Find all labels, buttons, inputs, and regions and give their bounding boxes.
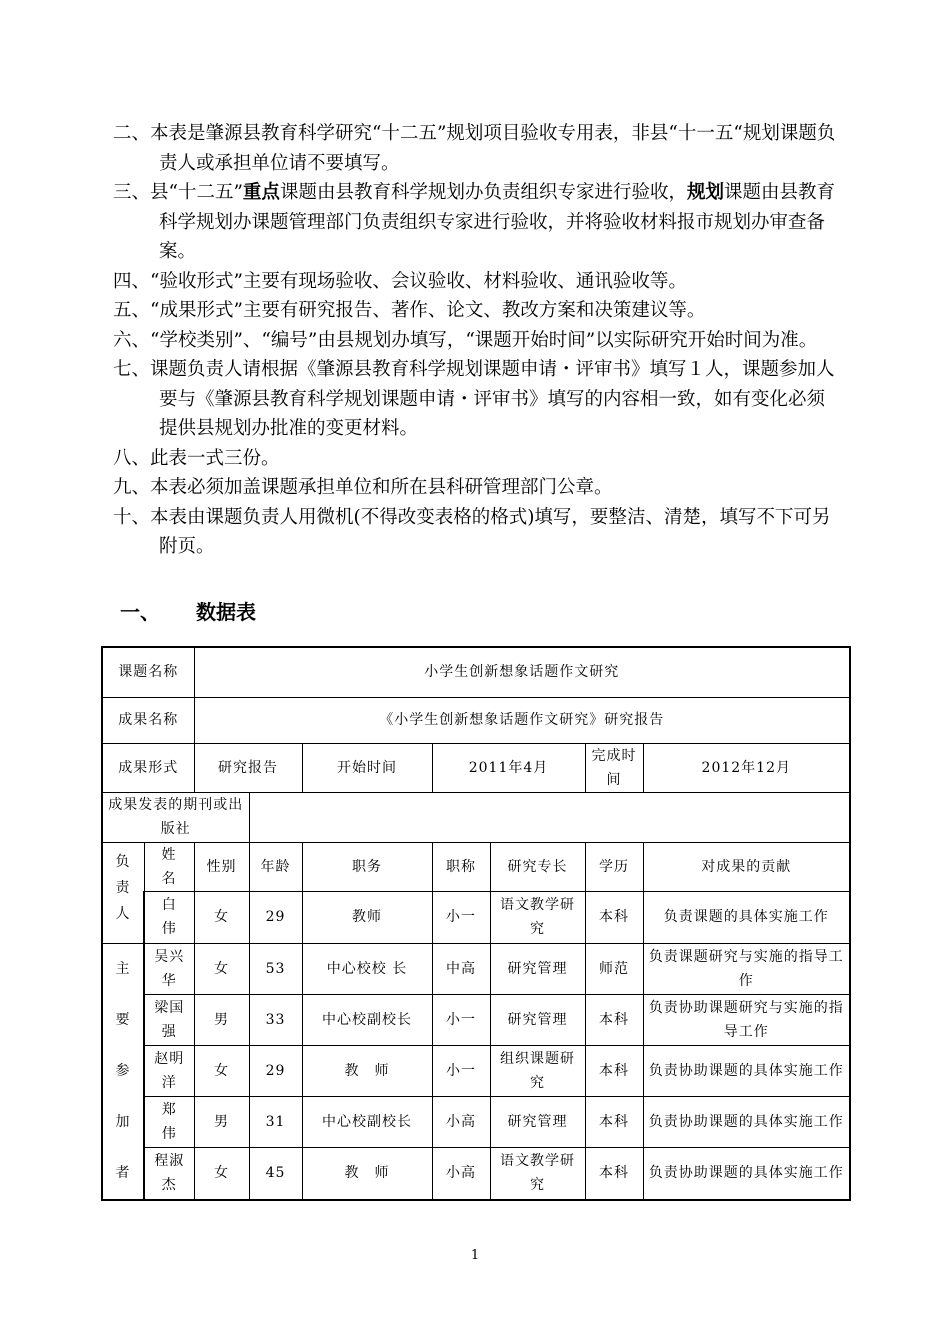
- leader-title: 小一: [432, 891, 490, 943]
- start-label: 开始时间: [302, 743, 432, 792]
- result-name-row: [102, 697, 850, 743]
- data-table: [101, 646, 851, 1201]
- member-specialty: 语文教学研究: [490, 1147, 585, 1199]
- result-form-label: 成果形式: [102, 743, 194, 792]
- instruction-2: 二、本表是肇源县教育科学研究“十二五”规划项目验收专用表，非县“十一五“规划课题负责人或承担单位请不要填写。: [113, 123, 836, 174]
- member-duty: 中心校校 长: [302, 943, 432, 994]
- instruction-3: 三、县“十二五”重点课题由县教育科学规划办负责组织专家进行验收，规划课题由县教育科学规划办课题管理部门负责组织专家进行验收，并将验收材料报市规划办审查备案。: [113, 182, 835, 262]
- member-specialty: 组织课题研究: [490, 1045, 585, 1096]
- header-name: 姓 名: [144, 842, 194, 891]
- header-specialty: 研究专长: [490, 842, 585, 891]
- emphasis-plan: 规划: [686, 182, 724, 203]
- instruction-6: 六、“学校类别”、“编号”由县规划办填写，“课题开始时间”以实际研究开始时间为准。: [113, 329, 818, 351]
- member-education: 本科: [585, 994, 643, 1045]
- header-duty: 职务: [302, 842, 432, 891]
- member-specialty: 研究管理: [490, 943, 585, 994]
- member-specialty: 研究管理: [490, 994, 585, 1045]
- start-value: 2011年4月: [432, 743, 585, 792]
- member-gender: 女: [194, 1045, 249, 1096]
- member-education: 本科: [585, 1147, 643, 1199]
- member-education: 本科: [585, 1096, 643, 1147]
- member-gender: 女: [194, 1147, 249, 1199]
- member-contribution: 负责协助课题研究与实施的指导工作: [643, 994, 850, 1045]
- publish-label: 成果发表的期刊或出版社: [102, 792, 249, 842]
- member-age: 31: [249, 1096, 302, 1147]
- member-age: 45: [249, 1147, 302, 1199]
- member-row: [102, 943, 850, 994]
- member-age: 33: [249, 994, 302, 1045]
- member-row: [102, 994, 850, 1045]
- member-age: 53: [249, 943, 302, 994]
- result-form-row: [102, 743, 850, 792]
- member-gender: 女: [194, 943, 249, 994]
- member-contribution: 负责协助课题的具体实施工作: [643, 1096, 850, 1147]
- leader-specialty: 语文教学研究: [490, 891, 585, 943]
- member-title: 小一: [432, 1045, 490, 1096]
- header-row: [102, 842, 850, 891]
- member-row: [102, 1096, 850, 1147]
- member-age: 29: [249, 1045, 302, 1096]
- instructions-list: [113, 119, 843, 562]
- section-title: 数据表: [196, 600, 256, 624]
- header-title: 职称: [432, 842, 490, 891]
- section-number: 一、: [120, 600, 160, 624]
- member-name: 梁国强: [144, 994, 194, 1045]
- page-number: 1: [470, 1248, 480, 1263]
- member-name: 赵明洋: [144, 1045, 194, 1096]
- end-value: 2012年12月: [643, 743, 850, 792]
- leader-name: 白 伟: [144, 891, 194, 943]
- member-gender: 男: [194, 1096, 249, 1147]
- header-age: 年龄: [249, 842, 302, 891]
- instruction-10: 十、本表由课题负责人用微机(不得改变表格的格式)填写，要整洁、清楚，填写不下可另附页。: [113, 506, 831, 557]
- end-label: 完成时间: [585, 743, 643, 792]
- member-duty: 中心校副校长: [302, 994, 432, 1045]
- member-education: 本科: [585, 1045, 643, 1096]
- header-education: 学历: [585, 842, 643, 891]
- member-title: 小一: [432, 994, 490, 1045]
- leader-duty: 教师: [302, 891, 432, 943]
- leader-label: 负 责 人: [102, 842, 144, 943]
- member-duty: 中心校副校长: [302, 1096, 432, 1147]
- instruction-7: 七、课题负责人请根据《肇源县教育科学规划课题申请・评审书》填写１人，课题参加人要与《肇源县教育科学规划课题申请・评审书》填写的内容相一致，如有变化必须提供县规划办批准的变更材料。: [113, 359, 835, 439]
- result-form-value: 研究报告: [194, 743, 302, 792]
- instruction-4: 四、“验收形式”主要有现场验收、会议验收、材料验收、通讯验收等。: [113, 270, 687, 292]
- member-title: 中高: [432, 943, 490, 994]
- member-duty: 教 师: [302, 1045, 432, 1096]
- result-name-value: 《小学生创新想象话题作文研究》研究报告: [194, 697, 850, 743]
- member-name: 吴兴华: [144, 943, 194, 994]
- member-row: [102, 1147, 850, 1199]
- header-contribution: 对成果的贡献: [643, 842, 850, 891]
- topic-value: 小学生创新想象话题作文研究: [194, 647, 850, 697]
- publish-value: [249, 792, 850, 842]
- member-name: 程淑杰: [144, 1147, 194, 1199]
- member-contribution: 负责协助课题的具体实施工作: [643, 1045, 850, 1096]
- emphasis-key: 重点: [242, 182, 280, 203]
- member-specialty: 研究管理: [490, 1096, 585, 1147]
- leader-age: 29: [249, 891, 302, 943]
- member-contribution: 负责协助课题的具体实施工作: [643, 1147, 850, 1199]
- leader-contribution: 负责课题的具体实施工作: [643, 891, 850, 943]
- leader-gender: 女: [194, 891, 249, 943]
- member-education: 师范: [585, 943, 643, 994]
- member-title: 小高: [432, 1096, 490, 1147]
- leader-row: [102, 891, 850, 943]
- member-gender: 男: [194, 994, 249, 1045]
- member-name: 郑 伟: [144, 1096, 194, 1147]
- publish-row: [102, 792, 850, 842]
- member-duty: 教 师: [302, 1147, 432, 1199]
- instruction-5: 五、“成果形式”主要有研究报告、著作、论文、教改方案和决策建议等。: [113, 300, 706, 321]
- members-label: 主 要 参 加 者: [102, 943, 144, 1200]
- result-name-label: 成果名称: [102, 697, 194, 743]
- member-contribution: 负责课题研究与实施的指导工作: [643, 943, 850, 994]
- instruction-8: 八、此表一式三份。: [113, 447, 280, 469]
- leader-education: 本科: [585, 891, 643, 943]
- member-row: [102, 1045, 850, 1096]
- topic-label: 课题名称: [102, 647, 194, 697]
- instruction-9: 九、本表必须加盖课题承担单位和所在县科研管理部门公章。: [113, 477, 613, 498]
- header-gender: 性别: [194, 842, 249, 891]
- topic-row: [102, 647, 850, 697]
- section-heading: [120, 596, 256, 625]
- member-title: 小高: [432, 1147, 490, 1199]
